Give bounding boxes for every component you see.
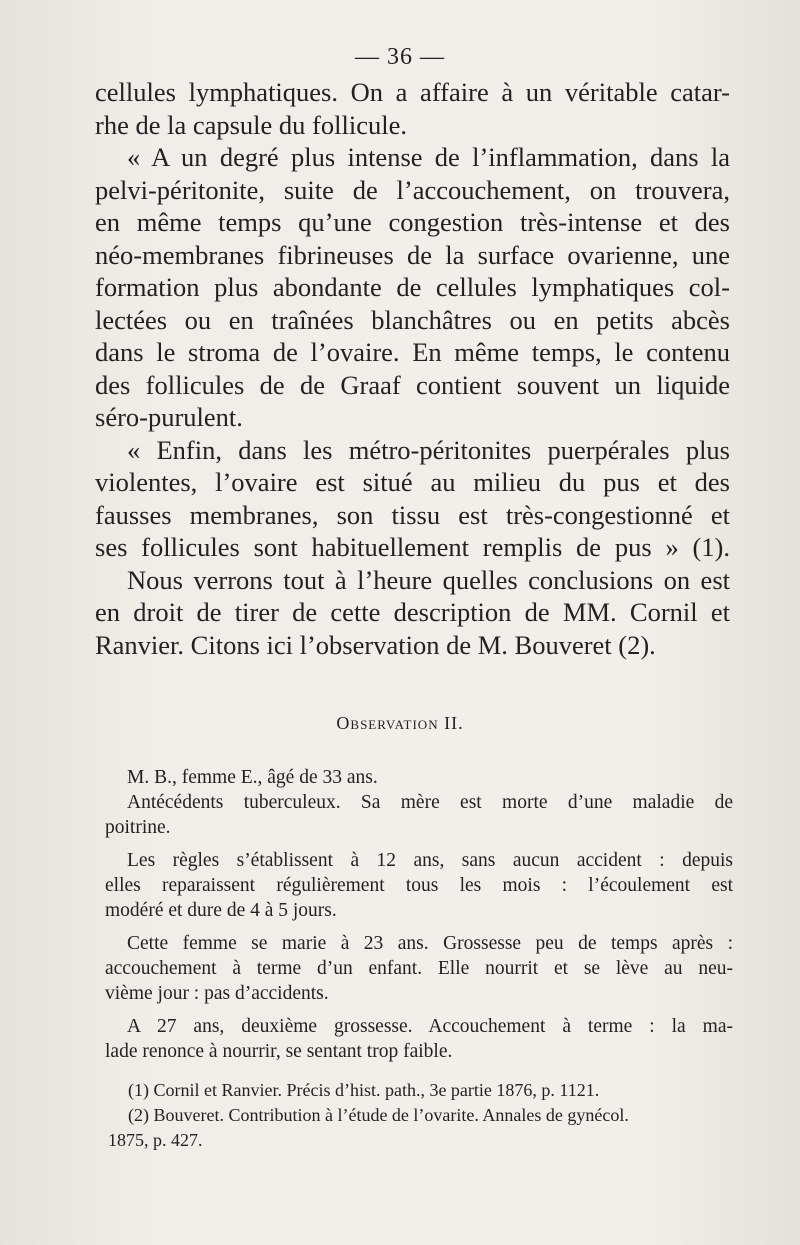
text-line: cellules lymphatiques. On a affaire à un véritable catar- bbox=[95, 77, 730, 107]
text-line: Cette femme se marie à 23 ans. Grossesse peu de temps après : bbox=[127, 933, 733, 954]
text-line: modéré et dure de 4 à 5 jours. bbox=[105, 900, 337, 921]
observation-text bbox=[105, 765, 733, 1064]
text-line: « Enfin, dans les métro-péritonites puerpérales plus bbox=[127, 434, 730, 465]
text-line: Nous verrons tout à l’heure quelles conclusions on est bbox=[127, 564, 730, 595]
footnote: (1) Cornil et Ranvier. Précis d’hist. path., 3e partie 1876, p. 1121. bbox=[128, 1080, 600, 1100]
text-line: séro-purulent. bbox=[95, 402, 243, 432]
text-line: violentes, l’ovaire est situé au milieu du pus et des bbox=[95, 467, 730, 497]
observation-heading: Observation II. bbox=[336, 713, 464, 733]
text-line: formation plus abondante de cellules lymphatiques col- bbox=[95, 272, 730, 302]
text-line: en même temps qu’une congestion très-intense et des bbox=[95, 207, 730, 237]
text-line: elles reparaissent régulièrement tous les mois : l’écoulement est bbox=[105, 875, 733, 896]
text-line: rhe de la capsule du follicule. bbox=[95, 109, 407, 140]
text-line: « A un degré plus intense de l’inflammation, dans la bbox=[127, 142, 730, 172]
footnotes bbox=[108, 1078, 736, 1153]
text-line: néo-membranes fibrineuses de la surface ovarienne, une bbox=[95, 239, 730, 270]
text-line: ses follicules sont habituellement remplis de pus » (1). bbox=[95, 532, 730, 562]
text-line: des follicules de de Graaf contient souvent un liquide bbox=[95, 369, 730, 400]
main-text bbox=[95, 76, 730, 661]
text-line: M. B., femme E., âgé de 33 ans. bbox=[127, 767, 378, 788]
text-line: en droit de tirer de cette description de MM. Cornil et bbox=[95, 597, 730, 627]
text-line: A 27 ans, deuxième grossesse. Accouchement à terme : la ma- bbox=[127, 1016, 733, 1037]
text-line: fausses membranes, son tissu est très-congestionné et bbox=[95, 499, 730, 530]
footnote: (2) Bouveret. Contribution à l’étude de l’ovarite. Annales de gynécol. bbox=[128, 1105, 629, 1125]
text-line: Antécédents tuberculeux. Sa mère est morte d’une maladie de bbox=[127, 792, 733, 813]
text-line: vième jour : pas d’accidents. bbox=[105, 983, 329, 1004]
page-number: — 36 — bbox=[355, 44, 445, 70]
text-line: lectées ou en traînées blanchâtres ou en petits abcès bbox=[95, 304, 730, 335]
footnote: 1875, p. 427. bbox=[108, 1130, 203, 1150]
text-line: poitrine. bbox=[105, 817, 171, 838]
text-line: Ranvier. Citons ici l’observation de M. Bouveret (2). bbox=[95, 629, 656, 660]
text-line: accouchement à terme d’un enfant. Elle nourrit et se lève au neu- bbox=[105, 958, 733, 979]
text-line: pelvi-péritonite, suite de l’accouchement, on trouvera, bbox=[95, 174, 730, 205]
text-line: dans le stroma de l’ovaire. En même temps, le contenu bbox=[95, 337, 730, 367]
text-line: lade renonce à nourrir, se sentant trop faible. bbox=[105, 1041, 453, 1062]
text-line: Les règles s’établissent à 12 ans, sans aucun accident : depuis bbox=[127, 850, 733, 871]
